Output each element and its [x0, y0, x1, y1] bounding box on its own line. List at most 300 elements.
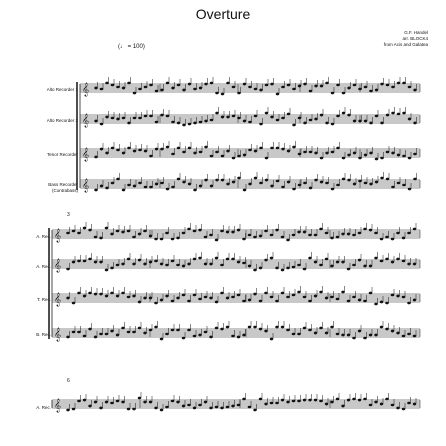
note-head [171, 329, 174, 331]
note-head [386, 151, 389, 153]
note-head [352, 398, 355, 400]
note-head [358, 120, 361, 122]
note-head [171, 238, 174, 240]
note-head [402, 155, 405, 157]
note-head [231, 405, 234, 407]
note-head [66, 409, 69, 411]
note-head [182, 181, 185, 183]
note-head [122, 189, 125, 191]
note-head [297, 333, 300, 335]
note-head [154, 260, 157, 262]
note-head [105, 227, 108, 229]
note-head [155, 121, 158, 123]
note-head [209, 407, 212, 409]
note-head [132, 408, 135, 410]
note-head [391, 294, 394, 296]
note-head [215, 406, 218, 408]
note-head [385, 236, 388, 238]
note-head [165, 264, 168, 266]
note-head [215, 151, 218, 153]
note-head [292, 294, 295, 296]
note-head [331, 188, 334, 190]
note-head [297, 291, 300, 293]
note-head [193, 335, 196, 337]
note-head [253, 409, 256, 411]
note-head [352, 264, 355, 266]
note-head [171, 260, 174, 262]
note-head [380, 238, 383, 240]
note-head [320, 157, 323, 159]
note-head [347, 399, 350, 401]
note-head [270, 147, 273, 149]
note-head [407, 232, 410, 234]
treble-clef-icon: 𝄞 [82, 82, 90, 96]
note-head [116, 334, 119, 336]
note-head [402, 112, 405, 114]
note-head [204, 179, 207, 181]
note-head [88, 229, 91, 231]
note-head [94, 293, 97, 295]
note-head [336, 84, 339, 86]
note-head [193, 122, 196, 124]
note-head [160, 299, 163, 301]
note-head [154, 407, 157, 409]
note-head [380, 177, 383, 179]
note-head [220, 264, 223, 266]
note-head [210, 119, 213, 121]
note-head [215, 179, 218, 181]
note-head [237, 92, 240, 94]
note-head [408, 118, 411, 120]
note-head [188, 183, 191, 185]
note-head [132, 263, 135, 265]
note-head [402, 237, 405, 239]
note-head [77, 400, 80, 402]
note-head [374, 401, 377, 403]
note-head [193, 189, 196, 191]
note-head [330, 265, 333, 267]
note-head [160, 263, 163, 265]
note-head [281, 186, 284, 188]
staff-label-bass-recorder: Bass Recorder [48, 182, 78, 187]
note-head [160, 182, 163, 184]
note-head [281, 236, 284, 238]
note-head [111, 182, 114, 184]
note-head [177, 147, 180, 149]
note-head [303, 399, 306, 401]
note-head [259, 398, 262, 400]
note-head [292, 333, 295, 335]
note-head [182, 337, 185, 339]
note-head [264, 403, 267, 405]
note-head [144, 150, 147, 152]
note-head [215, 301, 218, 303]
note-head [386, 178, 389, 180]
note-head [396, 258, 399, 260]
note-head [319, 264, 322, 266]
note-head [237, 404, 240, 406]
note-head [188, 123, 191, 125]
note-head [121, 263, 124, 265]
note-head [270, 116, 273, 118]
note-head [243, 154, 246, 156]
note-head [270, 185, 273, 187]
note-head [364, 154, 367, 156]
note-head [149, 235, 152, 237]
note-head [314, 152, 317, 154]
note-head [380, 122, 383, 124]
note-head [325, 297, 328, 299]
note-head [83, 335, 86, 337]
note-head [385, 302, 388, 304]
note-head [369, 183, 372, 185]
note-head [66, 297, 69, 299]
note-head [116, 295, 119, 297]
note-head [407, 402, 410, 404]
note-head [281, 117, 284, 119]
note-head [193, 152, 196, 154]
treble-clef-icon: 𝄞 [54, 258, 62, 272]
note-head [237, 155, 240, 157]
note-head [187, 404, 190, 406]
note-head [413, 263, 416, 265]
note-head [259, 123, 262, 125]
note-head [303, 268, 306, 270]
note-head [303, 182, 306, 184]
note-head [369, 265, 372, 267]
note-head [127, 147, 130, 149]
note-head [226, 258, 229, 260]
note-head [314, 118, 317, 120]
note-head [149, 297, 152, 299]
note-head [88, 292, 91, 294]
note-head [66, 336, 69, 338]
note-head [253, 269, 256, 271]
note-head [380, 83, 383, 85]
note-head [176, 329, 179, 331]
note-head [204, 120, 207, 122]
note-head [391, 86, 394, 88]
note-head [292, 188, 295, 190]
note-head [155, 148, 158, 150]
note-head [193, 88, 196, 90]
note-head [226, 82, 229, 84]
note-head [276, 93, 279, 95]
note-head [347, 179, 350, 181]
note-head [287, 181, 290, 183]
note-head [259, 182, 262, 184]
note-head [165, 406, 168, 408]
note-head [176, 401, 179, 403]
note-head [116, 86, 119, 88]
note-head [374, 303, 377, 305]
treble-clef-icon: 𝄞 [82, 178, 90, 192]
note-head [94, 236, 97, 238]
note-head [369, 292, 372, 294]
note-head [105, 82, 108, 84]
note-head [375, 89, 378, 91]
note-head [275, 402, 278, 404]
note-head [231, 296, 234, 298]
note-head [111, 84, 114, 86]
note-head [314, 179, 317, 181]
note-head [391, 186, 394, 188]
note-head [352, 296, 355, 298]
note-head [143, 230, 146, 232]
note-head [237, 177, 240, 179]
note-head [319, 327, 322, 329]
note-head [237, 117, 240, 119]
note-head [275, 267, 278, 269]
note-head [221, 116, 224, 118]
note-head [226, 116, 229, 118]
note-head [341, 261, 344, 263]
note-head [254, 177, 257, 179]
note-head [149, 186, 152, 188]
note-head [375, 115, 378, 117]
note-head [221, 155, 224, 157]
note-head [133, 117, 136, 119]
note-head [132, 236, 135, 238]
note-head [182, 294, 185, 296]
note-head [72, 261, 75, 263]
note-head [242, 334, 245, 336]
note-head [155, 90, 158, 92]
note-head [220, 328, 223, 330]
note-head [391, 238, 394, 240]
note-head [188, 147, 191, 149]
note-head [243, 120, 246, 122]
note-head [287, 113, 290, 115]
note-head [220, 407, 223, 409]
note-head [364, 182, 367, 184]
note-head [72, 302, 75, 304]
note-head [127, 82, 130, 84]
note-head [264, 230, 267, 232]
note-head [413, 122, 416, 124]
note-head [94, 87, 97, 89]
note-head [281, 148, 284, 150]
note-head [138, 301, 141, 303]
note-head [110, 330, 113, 332]
note-head [385, 258, 388, 260]
note-head [254, 88, 257, 90]
note-head [352, 337, 355, 339]
note-head [171, 300, 174, 302]
note-head [226, 406, 229, 408]
note-head [248, 86, 251, 88]
note-head [347, 268, 350, 270]
note-head [105, 187, 108, 189]
note-head [99, 333, 102, 335]
note-head [94, 401, 97, 403]
note-head [199, 151, 202, 153]
note-head [358, 330, 361, 332]
note-head [144, 86, 147, 88]
note-head [391, 330, 394, 332]
note-head [248, 121, 251, 123]
composer-credit: G.F. Handel [404, 30, 428, 35]
note-head [176, 237, 179, 239]
note-head [298, 117, 301, 119]
note-head [144, 115, 147, 117]
note-head [127, 408, 130, 410]
note-head [325, 232, 328, 234]
note-head [358, 232, 361, 234]
treble-clef-icon: 𝄞 [82, 147, 90, 161]
note-head [111, 147, 114, 149]
note-head [242, 262, 245, 264]
note-head [122, 152, 125, 154]
note-head [242, 300, 245, 302]
note-head [363, 300, 366, 302]
note-head [193, 258, 196, 260]
note-head [248, 183, 251, 185]
note-head [413, 335, 416, 337]
note-head [182, 124, 185, 126]
measure-number: 3 [67, 212, 70, 218]
note-head [226, 326, 229, 328]
note-head [353, 152, 356, 154]
note-head [270, 402, 273, 404]
note-head [209, 263, 212, 265]
note-head [182, 232, 185, 234]
note-head [138, 182, 141, 184]
note-head [396, 295, 399, 297]
source-credit: from Acis and Galatea [383, 42, 428, 47]
note-head [160, 89, 163, 91]
note-head [226, 150, 229, 152]
note-head [369, 152, 372, 154]
note-head [165, 232, 168, 234]
note-head [391, 112, 394, 114]
note-head [309, 90, 312, 92]
note-head [220, 292, 223, 294]
note-head [237, 229, 240, 231]
note-head [165, 295, 168, 297]
note-head [336, 398, 339, 400]
note-head [226, 297, 229, 299]
note-head [385, 328, 388, 330]
note-head [298, 184, 301, 186]
note-head [347, 300, 350, 302]
note-head [336, 115, 339, 117]
note-head [127, 184, 130, 186]
note-head [303, 83, 306, 85]
note-head [386, 84, 389, 86]
note-head [270, 257, 273, 259]
note-head [259, 147, 262, 149]
note-head [187, 329, 190, 331]
note-head [276, 180, 279, 182]
note-head [374, 232, 377, 234]
note-head [166, 188, 169, 190]
note-head [99, 293, 102, 295]
note-head [248, 326, 251, 328]
note-head [105, 269, 108, 271]
note-head [413, 403, 416, 405]
note-head [138, 88, 141, 90]
note-head [198, 334, 201, 336]
note-head [298, 153, 301, 155]
note-head [215, 239, 218, 241]
note-head [259, 235, 262, 237]
note-head [100, 148, 103, 150]
note-head [171, 87, 174, 89]
note-head [94, 261, 97, 263]
note-head [193, 230, 196, 232]
note-head [287, 84, 290, 86]
score-title: Overture [195, 6, 251, 22]
note-head [182, 89, 185, 91]
note-head [358, 88, 361, 90]
note-head [286, 267, 289, 269]
note-head [396, 332, 399, 334]
note-head [83, 399, 86, 401]
note-head [94, 189, 97, 191]
note-head [358, 180, 361, 182]
note-head [105, 152, 108, 154]
note-head [320, 85, 323, 87]
note-head [198, 257, 201, 259]
note-head [182, 405, 185, 407]
note-head [353, 84, 356, 86]
note-head [88, 405, 91, 407]
note-head [331, 123, 334, 125]
note-head [160, 238, 163, 240]
note-head [298, 85, 301, 87]
note-head [215, 112, 218, 114]
note-head [133, 185, 136, 187]
note-head [94, 156, 97, 158]
note-head [292, 88, 295, 90]
note-head [138, 117, 141, 119]
note-head [309, 187, 312, 189]
arranger-credit: arr. BLOCK4 [402, 36, 428, 41]
note-head [286, 401, 289, 403]
note-head [281, 399, 284, 401]
note-head [132, 295, 135, 297]
note-head [358, 299, 361, 301]
note-head [363, 228, 366, 230]
note-head [77, 260, 80, 262]
note-head [314, 295, 317, 297]
note-head [210, 185, 213, 187]
note-head [314, 261, 317, 263]
note-head [385, 398, 388, 400]
note-head [325, 122, 328, 124]
note-head [336, 236, 339, 238]
note-head [149, 84, 152, 86]
tempo-marking: (♩ = 100) [118, 44, 145, 50]
note-head [127, 122, 130, 124]
note-head [347, 233, 350, 235]
note-head [155, 183, 158, 185]
note-head [226, 183, 229, 185]
note-head [215, 92, 218, 94]
note-head [391, 261, 394, 263]
note-head [397, 82, 400, 84]
note-head [99, 407, 102, 409]
note-head [204, 331, 207, 333]
note-head [221, 179, 224, 181]
note-head [110, 267, 113, 269]
note-head [292, 400, 295, 402]
note-head [374, 257, 377, 259]
note-head [325, 332, 328, 334]
note-head [166, 115, 169, 117]
note-head [143, 332, 146, 334]
